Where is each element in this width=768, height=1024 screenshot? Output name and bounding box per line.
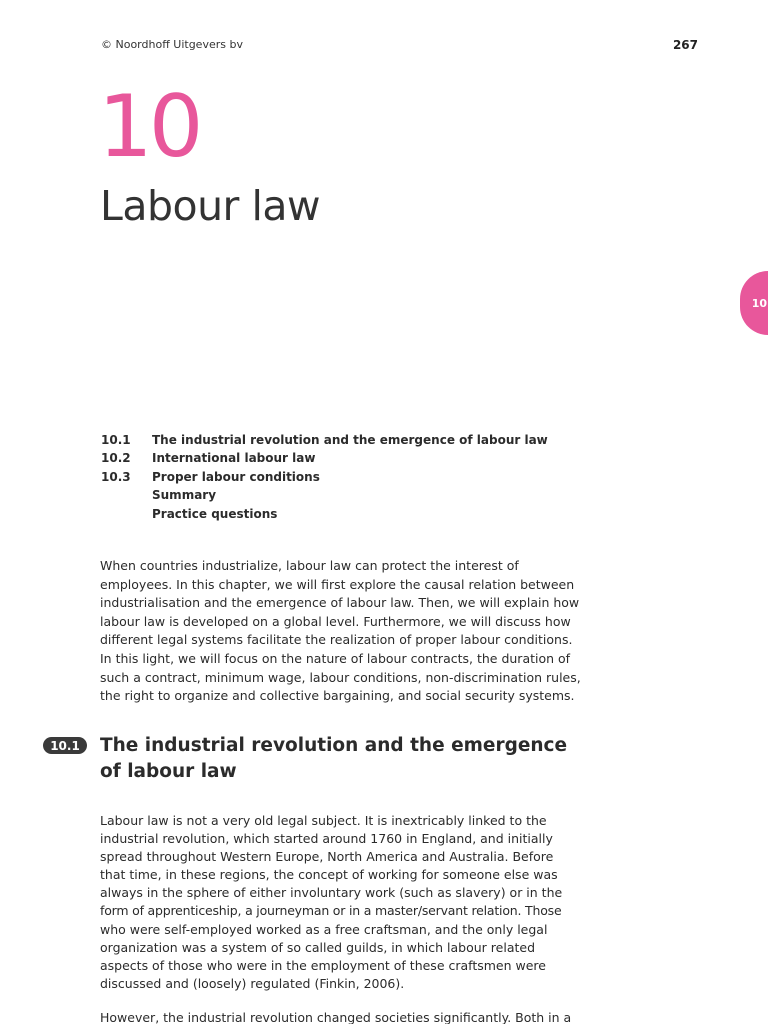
body-line: who were self-employed worked as a free craftsman, and the only legal xyxy=(100,921,548,937)
page-number: 267 xyxy=(672,38,698,52)
toc-item-title: Summary xyxy=(152,488,217,503)
body-line: discussed and (loosely) regulated (Finkin, 2006). xyxy=(100,975,405,991)
body-line: always in the sphere of either involuntary work (such as slavery) or in the xyxy=(100,885,563,901)
toc-item-title: International labour law xyxy=(152,451,316,466)
chapter-number: 10 xyxy=(98,77,200,177)
toc-item-number: 10.3 xyxy=(101,469,131,484)
intro-line: When countries industrialize, labour law can protect the interest of xyxy=(100,558,519,573)
body-line: spread throughout Western Europe, North America and Australia. Before xyxy=(100,849,554,865)
intro-line: labour law is developed on a global level. Furthermore, we will discuss how xyxy=(100,613,571,629)
toc-item xyxy=(101,468,548,486)
table-of-contents xyxy=(101,431,548,523)
toc-item-number: 10.2 xyxy=(101,451,131,466)
toc-item-number xyxy=(101,486,152,504)
intro-line: such a contract, minimum wage, labour conditions, non-discrimination rules, xyxy=(100,669,581,685)
toc-item xyxy=(101,486,548,504)
toc-item-title: Practice questions xyxy=(152,506,278,521)
section-heading-line: The industrial revolution and the emergence xyxy=(100,735,568,756)
body-line: However, the industrial revolution changed societies significantly. Both in a xyxy=(100,1009,572,1024)
section-heading-line: of labour law xyxy=(100,761,237,782)
intro-line: the right to organize and collective bargaining, and social security systems. xyxy=(100,688,575,704)
publisher-copyright: © Noordhoff Uitgevers bv xyxy=(101,38,243,51)
toc-item-number xyxy=(101,505,152,523)
section-body xyxy=(100,812,600,1024)
toc-item-number: 10.1 xyxy=(101,433,131,447)
body-line: aspects of those who were in the employment of these craftsmen were xyxy=(100,957,546,973)
section-heading xyxy=(100,733,580,785)
chapter-side-tab-label: 10 xyxy=(751,296,767,310)
chapter-introduction xyxy=(100,557,600,706)
body-line: that time, in these regions, the concept of working for someone else was xyxy=(100,867,558,883)
section-number-badge: 10.1 xyxy=(43,737,87,754)
body-line: Labour law is not a very old legal subject. It is inextricably linked to the xyxy=(100,813,547,828)
intro-line: In this light, we will focus on the nature of labour contracts, the duration of xyxy=(100,650,571,666)
body-line: industrial revolution, which started around 1760 in England, and initially xyxy=(100,831,553,847)
intro-line: employees. In this chapter, we will first explore the causal relation between xyxy=(100,576,575,592)
toc-item-title: The industrial revolution and the emergence of labour law xyxy=(152,433,548,447)
intro-line: industrialisation and the emergence of labour law. Then, we will explain how xyxy=(100,595,580,611)
toc-item-title: Proper labour conditions xyxy=(152,469,320,484)
body-line: organization was a system of so called guilds, in which labour related xyxy=(100,939,536,955)
toc-item xyxy=(101,431,548,449)
chapter-side-tab xyxy=(740,271,768,335)
toc-item xyxy=(101,505,548,523)
toc-item xyxy=(101,449,548,467)
body-paragraph xyxy=(100,1009,600,1024)
chapter-title: Labour law xyxy=(100,182,320,230)
body-line: form of apprenticeship, a journeyman or in a master/servant relation. Those xyxy=(100,903,562,919)
intro-line: different legal systems facilitate the realization of proper labour conditions. xyxy=(100,632,573,648)
body-paragraph xyxy=(100,812,600,993)
